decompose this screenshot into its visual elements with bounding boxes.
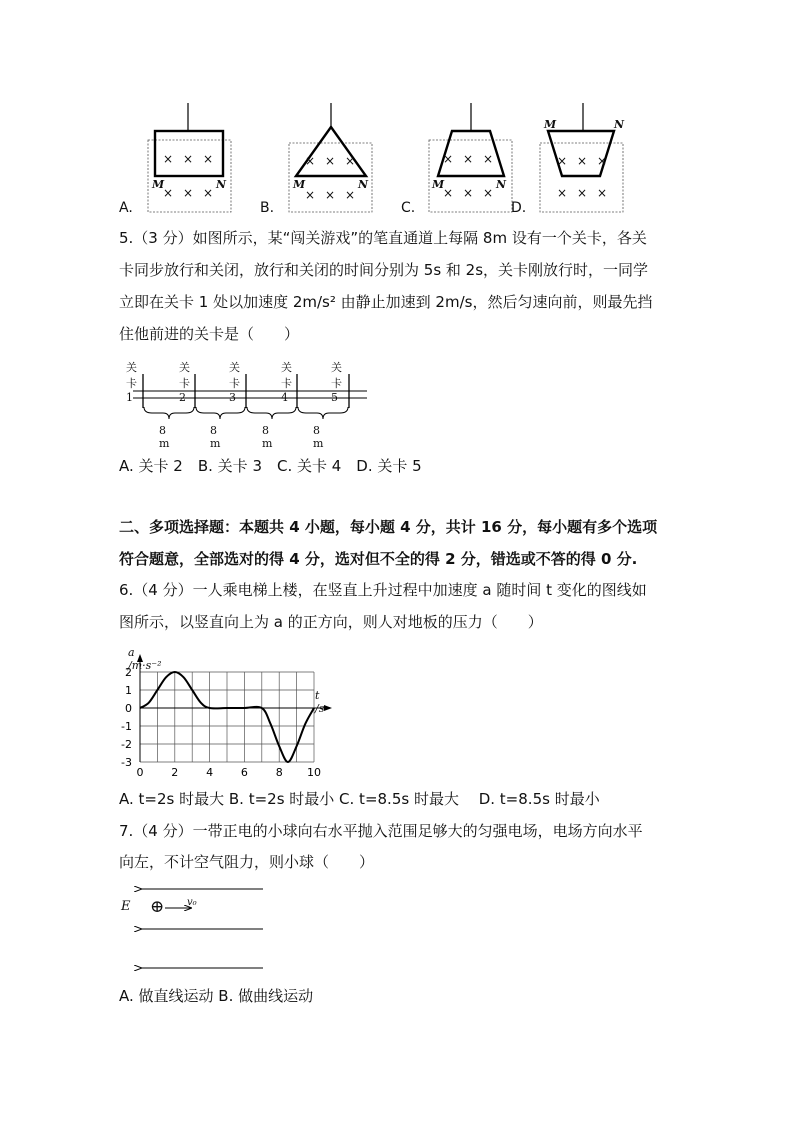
- x-axis-label: t /s: [315, 689, 325, 715]
- y-tick-label: 1: [125, 684, 132, 697]
- cross: ×: [463, 186, 474, 200]
- label-n: N: [614, 118, 625, 131]
- cross: ×: [577, 186, 588, 200]
- q6-line: 6.（4 分）一人乘电梯上楼，在竖直上升过程中加速度 a 随时间 t 变化的图线如: [119, 581, 647, 599]
- q6-line: 图所示，以竖直向上为 a 的正方向，则人对地板的压力（ ）: [119, 613, 543, 631]
- q5-answers: A. 关卡 2 B. 关卡 3 C. 关卡 4 D. 关卡 5: [119, 457, 422, 475]
- label-m: M: [432, 178, 445, 191]
- cross: ×: [325, 188, 336, 202]
- y-axis-label: a /m·s⁻²: [128, 646, 162, 672]
- q5-line: 立即在关卡 1 处以加速度 2m/s² 由静止加速到 2m/s，然后匀速向前，则最先挡: [119, 293, 653, 311]
- cross: ×: [597, 154, 608, 168]
- y-tick-label: 0: [125, 702, 132, 715]
- cross: ×: [345, 188, 356, 202]
- gate-label: 关卡5: [331, 361, 342, 404]
- cross: ×: [203, 152, 214, 166]
- cross: ×: [183, 186, 194, 200]
- cross: ×: [163, 186, 174, 200]
- cross: ×: [345, 154, 356, 168]
- y-tick-label: -2: [121, 738, 132, 751]
- option-a-label: A.: [119, 200, 133, 216]
- gate-label: 关卡4: [281, 361, 292, 404]
- y-tick-label: 2: [125, 666, 132, 679]
- section-line: 符合题意，全部选对的得 4 分，选对但不全的得 2 分，错选或不答的得 0 分.: [119, 550, 638, 568]
- cross: ×: [557, 186, 568, 200]
- label-n: N: [496, 178, 507, 191]
- cross: ×: [577, 154, 588, 168]
- cross: ×: [305, 154, 316, 168]
- spacing-label: 8 m: [210, 424, 221, 450]
- y-tick-label: -1: [121, 720, 132, 733]
- option-c-label: C.: [401, 200, 416, 216]
- gate-label: 关卡1: [126, 361, 137, 404]
- x-tick-label: 2: [171, 766, 179, 779]
- spacing-label: 8 m: [313, 424, 324, 450]
- cross: ×: [483, 186, 494, 200]
- cross: ×: [325, 154, 336, 168]
- x-tick-label: 10: [307, 766, 321, 779]
- cross: ×: [597, 186, 608, 200]
- gate-label: 关卡2: [179, 361, 190, 404]
- field-label-e: E: [121, 899, 131, 914]
- cross: ×: [463, 152, 474, 166]
- velocity-label: v₀: [187, 897, 197, 908]
- q7-line: 向左，不计空气阻力，则小球（ ）: [119, 853, 375, 871]
- q6-answers: A. t=2s 时最大 B. t=2s 时最小 C. t=8.5s 时最大 D. t=8.5s 时最小: [119, 790, 600, 808]
- cross: ×: [183, 152, 194, 166]
- section-line: 二、多项选择题：本题共 4 小题，每小题 4 分，共计 16 分，每小题有多个选项: [119, 518, 658, 536]
- cross: ×: [305, 188, 316, 202]
- cross: ×: [483, 152, 494, 166]
- q5-line: 卡同步放行和关闭，放行和关闭的时间分别为 5s 和 2s，关卡刚放行时，一同学: [119, 261, 649, 279]
- cross: ×: [163, 152, 174, 166]
- option-d-label: D.: [511, 200, 527, 216]
- label-m: M: [152, 178, 165, 191]
- label-m: M: [544, 118, 557, 131]
- x-tick-label: 8: [275, 766, 283, 779]
- spacing-label: 8 m: [262, 424, 273, 450]
- q7-answers: A. 做直线运动 B. 做曲线运动: [119, 987, 314, 1005]
- label-n: N: [216, 178, 227, 191]
- option-b-label: B.: [260, 200, 275, 216]
- cross: ×: [203, 186, 214, 200]
- x-tick-label: 0: [136, 766, 144, 779]
- q5-line: 5.（3 分）如图所示，某“闯关游戏”的笔直通道上每隔 8m 设有一个关卡，各关: [119, 229, 647, 247]
- label-m: M: [293, 178, 306, 191]
- x-tick-label: 4: [206, 766, 214, 779]
- cross: ×: [557, 154, 568, 168]
- positive-charge-icon: ⊕: [150, 897, 165, 917]
- cross: ×: [443, 152, 454, 166]
- gate-label: 关卡3: [229, 361, 240, 404]
- cross: ×: [443, 186, 454, 200]
- q7-line: 7.（4 分）一带正电的小球向右水平抛入范围足够大的匀强电场，电场方向水平: [119, 822, 643, 840]
- y-tick-label: -3: [121, 756, 132, 769]
- x-tick-label: 6: [240, 766, 248, 779]
- spacing-label: 8 m: [159, 424, 170, 450]
- q5-line: 住他前进的关卡是（ ）: [119, 325, 300, 343]
- label-n: N: [358, 178, 369, 191]
